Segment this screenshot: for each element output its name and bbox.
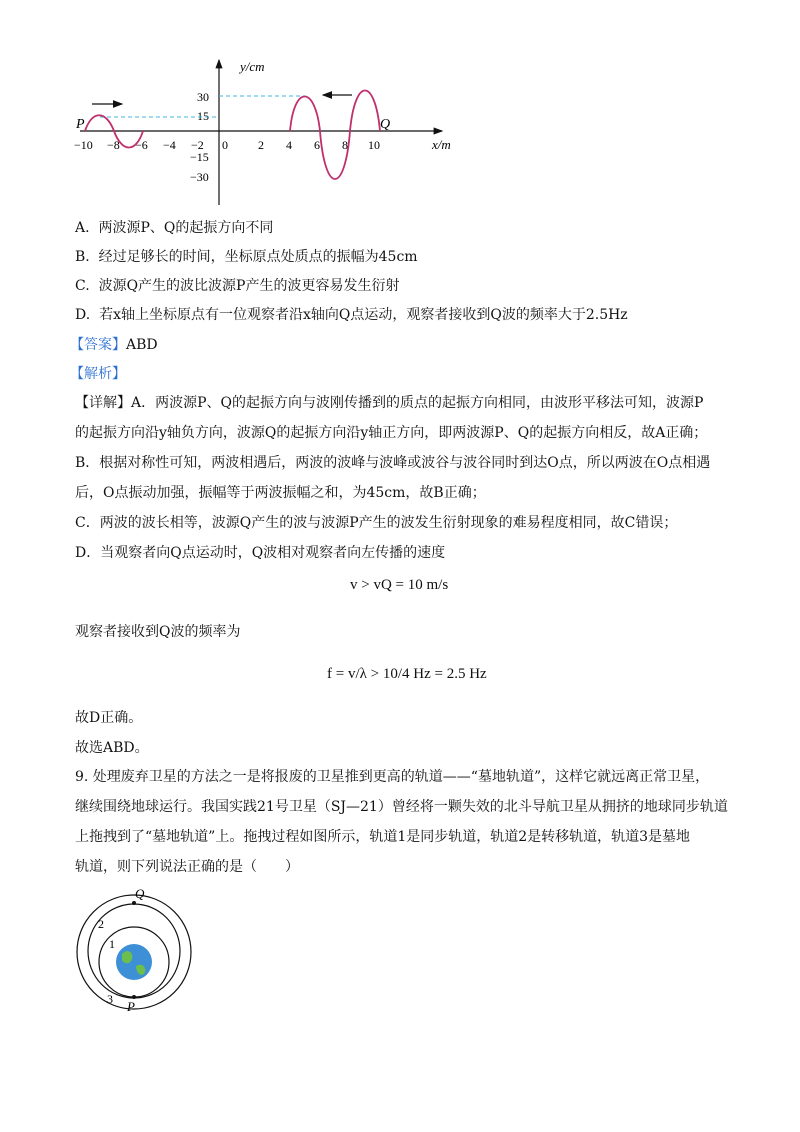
- x-tick: 6: [314, 138, 320, 152]
- x-tick: −8: [107, 138, 120, 152]
- x-tick: 8: [342, 138, 348, 152]
- explanation-d: D．当观察者向Q点运动时，Q波相对观察者向左传播的速度: [75, 545, 446, 561]
- orbit-figure: [72, 882, 202, 1017]
- wave-q-curve: [290, 91, 380, 180]
- option-b: B. 经过足够长的时间，坐标原点处质点的振幅为45cm: [75, 249, 418, 265]
- explanation-a-2: 的起振方向沿y轴负方向，波源Q的起振方向沿y轴正方向，即两波源P、Q的起振方向相反，故A正确；: [75, 425, 708, 441]
- x-tick: 10: [368, 138, 380, 152]
- wave-figure: [70, 55, 470, 215]
- y-tick: 30: [197, 90, 209, 104]
- y-tick: −30: [190, 170, 209, 184]
- answer-tag: 【答案】: [70, 337, 126, 353]
- x-tick: 4: [286, 138, 292, 152]
- explanation-a-1: 【详解】A．两波源P、Q的起振方向与波刚传播到的质点的起振方向相同，由波形平移法可知，波源P: [75, 395, 704, 411]
- answer: [70, 335, 158, 355]
- x-tick-labels: [74, 138, 380, 152]
- orbit-label-q: Q: [135, 886, 145, 901]
- label-q: Q: [380, 117, 391, 132]
- explanation-c: C．两波的波长相等，波源Q产生的波与波源P产生的波发生衍射现象的难易程度相同，故C错误；: [75, 515, 678, 531]
- earth-icon: [116, 944, 152, 980]
- orbit-label-3: 3: [107, 992, 113, 1006]
- y-axis-label: y/cm: [240, 59, 265, 74]
- x-tick: −2: [191, 138, 204, 152]
- y-tick: 15: [197, 109, 209, 123]
- formula-velocity: v > vQ = 10 m/s: [350, 577, 449, 593]
- explanation-b-1: B．根据对称性可知，两波相遇后，两波的波峰与波峰或波谷与波谷同时到达O点，所以两波在O点相遇: [75, 455, 711, 471]
- question9-line2: 继续围绕地球运行。我国实践21号卫星（SJ—21）曾经将一颗失效的北斗导航卫星从拥挤的地球同步轨道: [75, 799, 728, 815]
- x-tick: −6: [135, 138, 148, 152]
- label-p: P: [76, 117, 85, 132]
- y-tick: −15: [190, 150, 209, 164]
- x-tick: −4: [163, 138, 176, 152]
- question9-line4: 轨道，则下列说法正确的是（ ）: [75, 859, 299, 875]
- y-tick-labels: [190, 90, 209, 184]
- orbit-label-2: 2: [98, 917, 104, 931]
- point-q-dot: [132, 901, 136, 905]
- analysis-tag: 【解析】: [70, 366, 126, 382]
- x-tick: 2: [258, 138, 264, 152]
- orbit-label-p: P: [127, 999, 135, 1014]
- x-axis-label: x/m: [432, 137, 451, 152]
- final-choice: 故选ABD。: [75, 740, 149, 756]
- option-a: A. 两波源P、Q的起振方向不同: [75, 220, 274, 236]
- answer-value: ABD: [126, 337, 158, 353]
- explanation-b-2: 后，O点振动加强，振幅等于两波振幅之和，为45cm，故B正确；: [75, 485, 486, 501]
- d-conclusion: 故D正确。: [75, 710, 143, 726]
- formula-frequency: f = v/λ > 10/4 Hz = 2.5 Hz: [327, 666, 487, 682]
- option-d: D. 若x轴上坐标原点有一位观察者沿x轴向Q点运动，观察者接收到Q波的频率大于2.5Hz: [75, 307, 628, 323]
- question9-line1: 9. 处理废弃卫星的方法之一是将报废的卫星推到更高的轨道——“墓地轨道”，这样它就远离正常卫星，: [75, 769, 710, 785]
- x-tick: 0: [222, 138, 228, 152]
- option-c: C. 波源Q产生的波比波源P产生的波更容易发生衍射: [75, 278, 400, 294]
- question9-line3: 上拖拽到了“墓地轨道”上。拖拽过程如图所示，轨道1是同步轨道，轨道2是转移轨道，轨道3是墓地: [75, 829, 691, 845]
- orbit-label-1: 1: [109, 937, 115, 951]
- x-tick: −10: [74, 138, 93, 152]
- frequency-line: 观察者接收到Q波的频率为: [75, 624, 241, 640]
